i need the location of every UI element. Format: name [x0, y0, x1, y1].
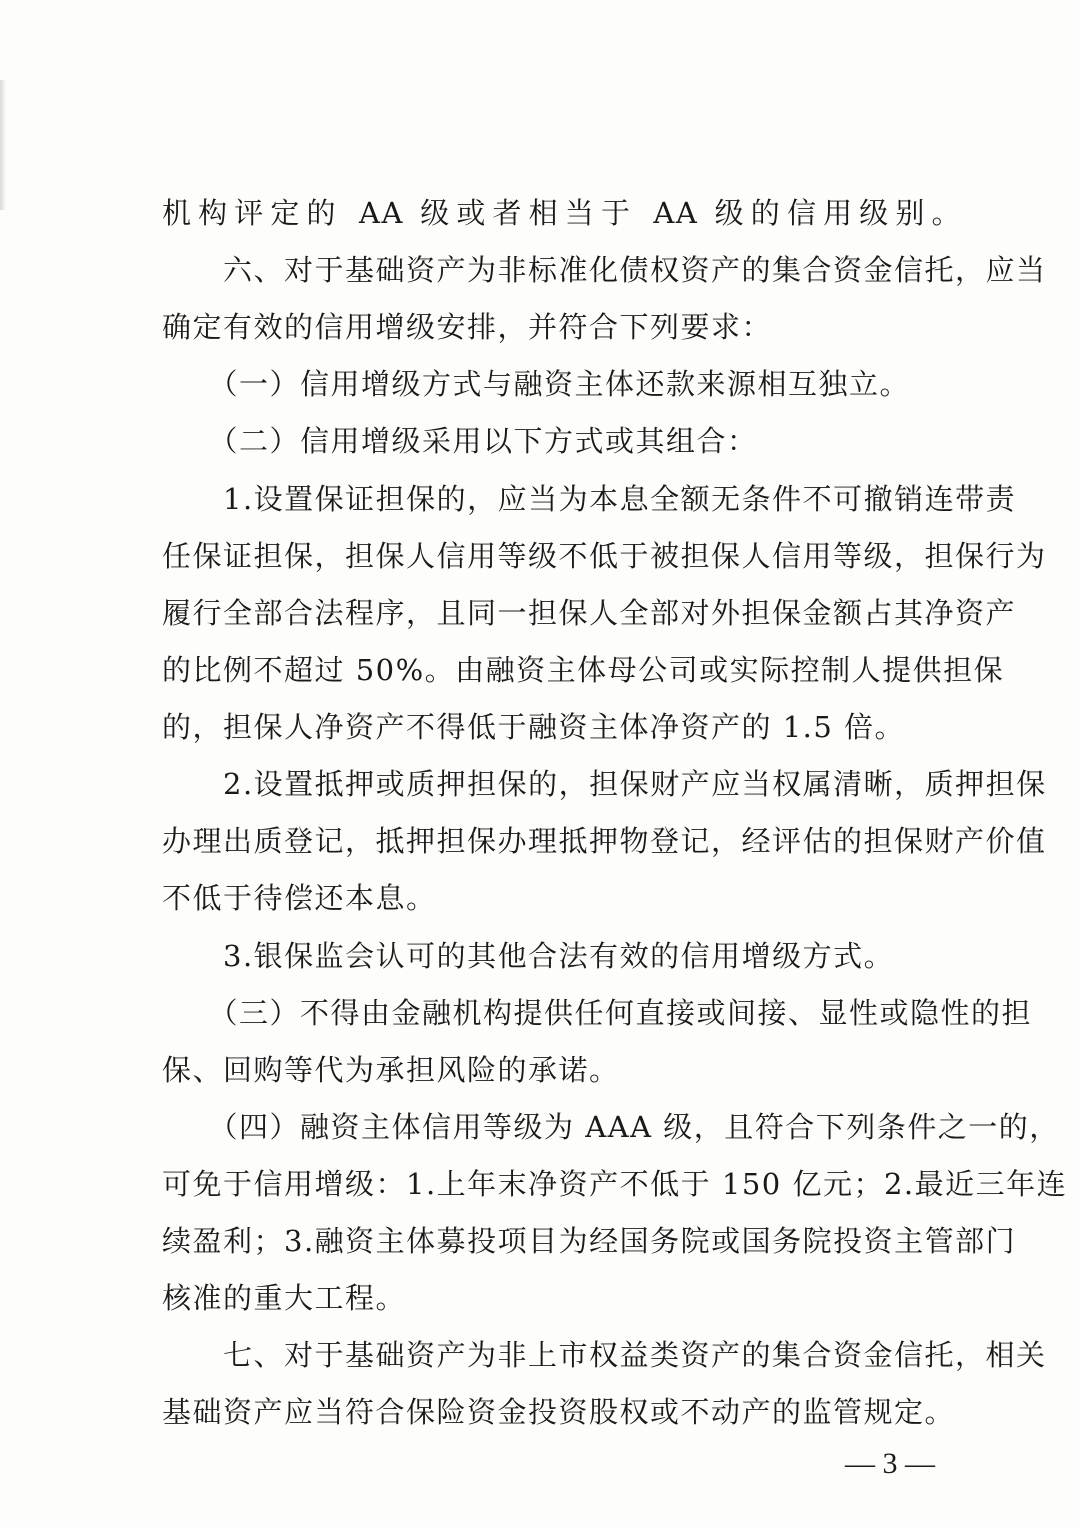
text-line: （三）不得由金融机构提供任何直接或间接、显性或隐性的担 [162, 996, 1033, 1030]
text-line: 3.银保监会认可的其他合法有效的信用增级方式。 [162, 939, 895, 973]
text-line: 基础资产应当符合保险资金投资股权或不动产的监管规定。 [162, 1395, 956, 1429]
text-line: 的比例不超过 50%。由融资主体母公司或实际控制人提供担保 [162, 653, 1005, 687]
text-line: 办理出质登记，抵押担保办理抵押物登记，经评估的担保财产价值 [162, 824, 1047, 858]
text-line: 续盈利；3.融资主体募投项目为经国务院或国务院投资主管部门 [162, 1224, 1017, 1258]
text-line: 六、对于基础资产为非标准化债权资产的集合资金信托，应当 [162, 253, 1047, 287]
scan-edge-shadow [0, 80, 6, 210]
text-line: 不低于待偿还本息。 [162, 881, 437, 915]
text-line: 确定有效的信用增级安排，并符合下列要求： [162, 310, 773, 344]
text-line: 机构评定的 AA 级或者相当于 AA 级的信用级别。 [162, 196, 962, 230]
text-line: 的，担保人净资产不得低于融资主体净资产的 1.5 倍。 [162, 710, 906, 744]
text-line: （二）信用增级采用以下方式或其组合： [162, 424, 758, 458]
page-number: — 3 — [845, 1447, 935, 1480]
text-line: 任保证担保，担保人信用等级不低于被担保人信用等级，担保行为 [162, 539, 1047, 573]
text-line: 2.设置抵押或质押担保的，担保财产应当权属清晰，质押担保 [162, 767, 1047, 801]
text-line: 可免于信用增级：1.上年末净资产不低于 150 亿元；2.最近三年连 [162, 1167, 1068, 1201]
text-line: （一）信用增级方式与融资主体还款来源相互独立。 [162, 367, 911, 401]
text-line: 履行全部合法程序，且同一担保人全部对外担保金额占其净资产 [162, 596, 1017, 630]
text-line: 七、对于基础资产为非上市权益类资产的集合资金信托，相关 [162, 1338, 1047, 1372]
text-line: 核准的重大工程。 [162, 1281, 407, 1315]
text-line: 1.设置保证担保的，应当为本息全额无条件不可撤销连带责 [162, 482, 1017, 516]
text-line: 保、回购等代为承担风险的承诺。 [162, 1053, 620, 1087]
text-line: （四）融资主体信用等级为 AAA 级，且符合下列条件之一的， [162, 1110, 1060, 1144]
